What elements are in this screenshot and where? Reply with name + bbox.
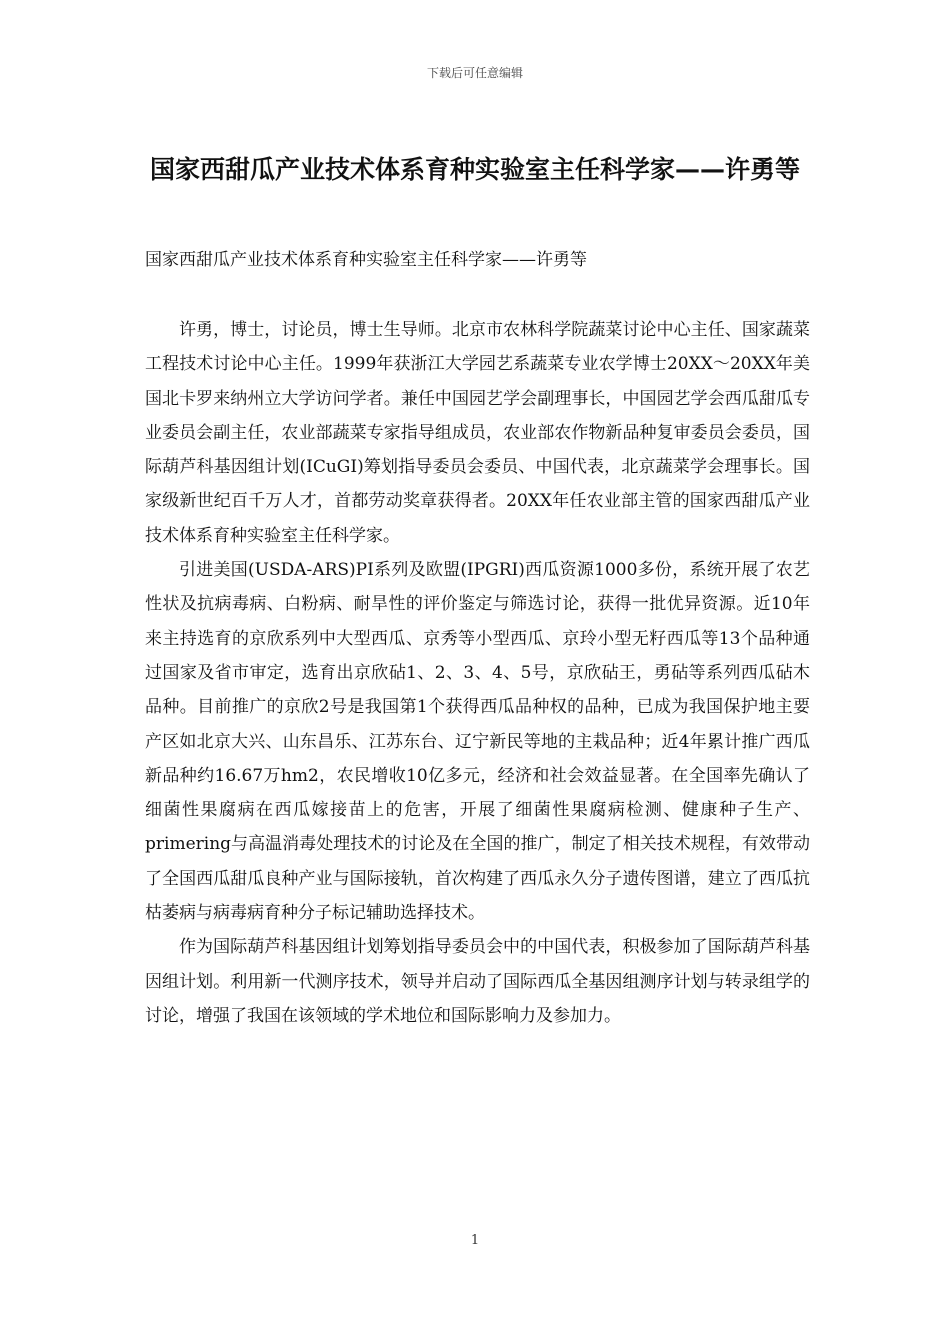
page-number: 1 (470, 1233, 480, 1248)
document-title: 国家西甜瓜产业技术体系育种实验室主任科学家——许勇等 (149, 155, 800, 184)
document-body (145, 313, 810, 1033)
header-note: 下载后可任意编辑 (426, 66, 523, 80)
paragraph-research: 引进美国(USDA-ARS)PI系列及欧盟(IPGRI)西瓜资源1000多份，系统开展了农艺性状及抗病毒病、白粉病、耐旱性的评价鉴定与筛选讨论，获得一批优异资源。近10年来主持选育的京欣系列中大型西瓜、京秀等小型西瓜、京玲小型无籽西瓜等13个品种通过国家及省市审定，选育出京欣砧1、2、3、4、5号，京欣砧王，勇砧等系列西瓜砧木品种。目前推广的京欣2号是我国第1个获得西瓜品种权的品种，已成为我国保护地主要产区如北京大兴、山东昌乐、江苏东台、辽宁新民等地的主栽品种；近4年累计推广西瓜新品种约16.67万hm2，农民增收10亿多元，经济和社会效益显著。在全国率先确认了细菌性果腐病在西瓜嫁接苗上的危害，开展了细菌性果腐病检测、健康种子生产、primering与高温消毒处理技术的讨论及在全国的推广，制定了相关技术规程，有效带动了全国西瓜甜瓜良种产业与国际接轨，首次构建了西瓜永久分子遗传图谱，建立了西瓜抗枯萎病与病毒病育种分子标记辅助选择技术。 (145, 560, 810, 924)
paragraph-biography: 许勇，博士，讨论员，博士生导师。北京市农林科学院蔬菜讨论中心主任、国家蔬菜工程技术讨论中心主任。1999年获浙江大学园艺系蔬菜专业农学博士20XX～20XX年美国北卡罗来纳州立大学访问学者。兼任中国园艺学会副理事长，中国园艺学会西瓜甜瓜专业委员会副主任，农业部蔬菜专家指导组成员，农业部农作物新品种复审委员会委员，国际葫芦科基因组计划(ICuGI)筹划指导委员会委员、中国代表，北京蔬菜学会理事长。国家级新世纪百千万人才，首都劳动奖章获得者。20XX年任农业部主管的国家西甜瓜产业技术体系育种实验室主任科学家。 (145, 320, 810, 546)
document-subtitle: 国家西甜瓜产业技术体系育种实验室主任科学家——许勇等 (145, 250, 587, 270)
paragraph-genome-project: 作为国际葫芦科基因组计划筹划指导委员会中的中国代表，积极参加了国际葫芦科基因组计划。利用新一代测序技术，领导并启动了国际西瓜全基因组测序计划与转录组学的讨论，增强了我国在该领域的学术地位和国际影响力及参加力。 (145, 937, 810, 1026)
